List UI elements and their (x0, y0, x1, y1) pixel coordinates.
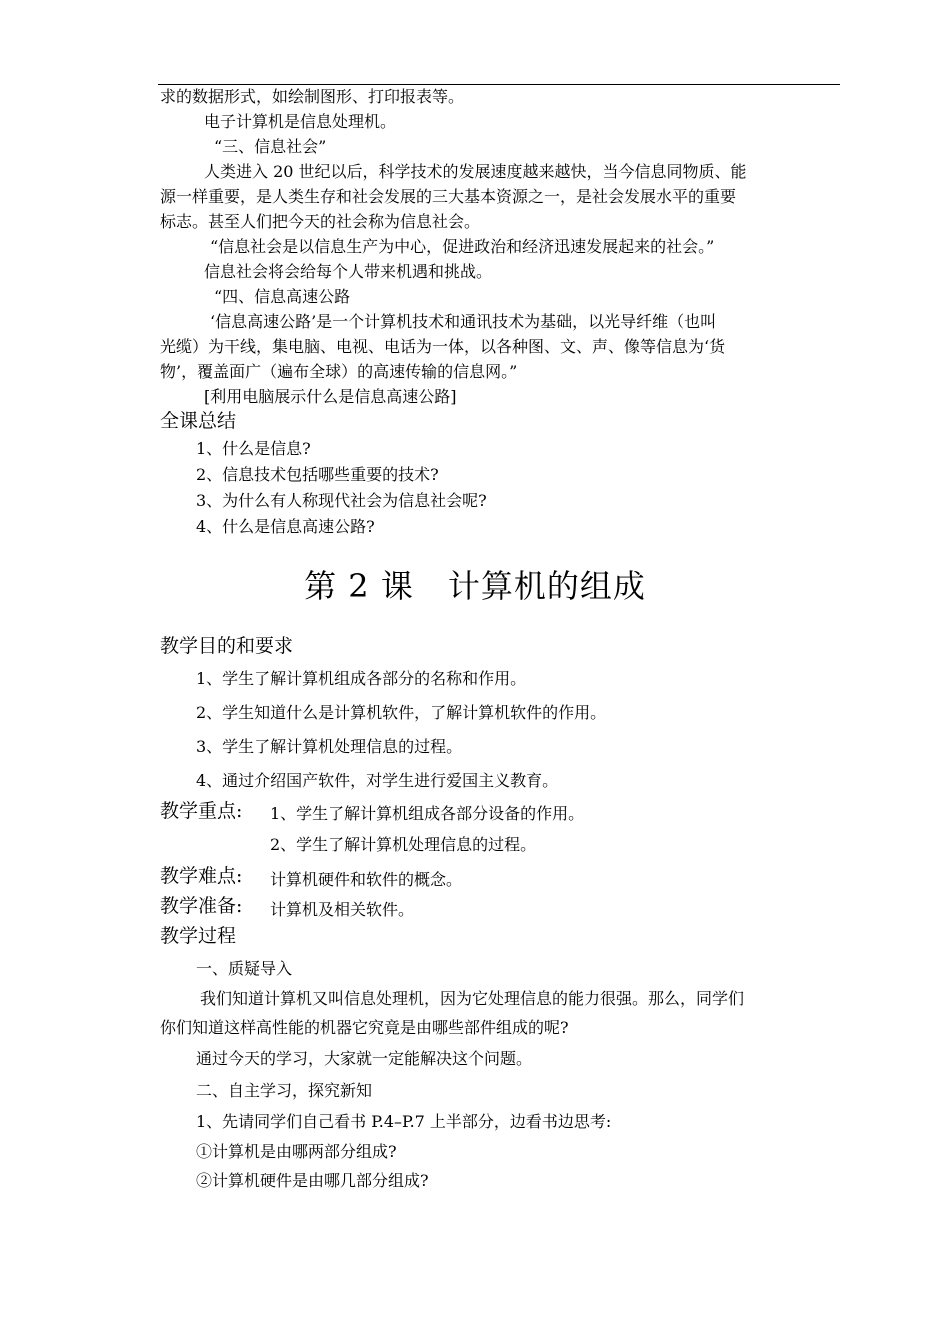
process-step: 一、质疑导入 (196, 959, 293, 978)
paragraph-line: 物’，覆盖面广（遍布全球）的高速传输的信息网。” (160, 362, 518, 381)
paragraph-line: 标志。甚至人们把今天的社会称为信息社会。 (160, 212, 481, 231)
process-heading: 教学过程 (160, 925, 237, 947)
prep-text: 计算机及相关软件。 (270, 900, 415, 919)
summary-item: 2、信息技术包括哪些重要的技术? (196, 465, 439, 484)
lesson-name: 计算机的组成 (447, 567, 646, 605)
text-line: 电子计算机是信息处理机。 (204, 112, 397, 131)
paragraph-line: 我们知道计算机又叫信息处理机，因为它处理信息的能力很强。那么，同学们 (200, 989, 745, 1008)
prep-label: 教学准备: (160, 895, 243, 917)
lesson-number: 第 2 课 (304, 567, 414, 605)
paragraph-line: 人类进入 20 世纪以后，科学技术的发展速度越来越快，当今信息同物质、能 (204, 162, 747, 181)
question-item: ①计算机是由哪两部分组成? (196, 1142, 397, 1161)
summary-item: 1、什么是信息? (196, 439, 311, 458)
goal-item: 1、学生了解计算机组成各部分的名称和作用。 (196, 669, 527, 688)
paragraph-line: 你们知道这样高性能的机器它究竟是由哪些部件组成的呢? (160, 1018, 569, 1037)
goal-item: 4、通过介绍国产软件，对学生进行爱国主义教育。 (196, 771, 559, 790)
demo-note: [利用电脑展示什么是信息高速公路] (204, 387, 457, 406)
key-point-item: 2、学生了解计算机处理信息的过程。 (270, 835, 537, 854)
summary-heading: 全课总结 (160, 410, 237, 432)
paragraph-line: 源一样重要，是人类生存和社会发展的三大基本资源之一，是社会发展水平的重要 (160, 187, 737, 206)
question-item: ②计算机硬件是由哪几部分组成? (196, 1171, 429, 1190)
difficulty-text: 计算机硬件和软件的概念。 (270, 870, 463, 889)
text-line: 信息社会将会给每个人带来机遇和挑战。 (204, 262, 493, 281)
text-line: 1、先请同学们自己看书 P.4–P.7 上半部分，边看书边思考: (196, 1112, 612, 1131)
goal-item: 3、学生了解计算机处理信息的过程。 (196, 737, 463, 756)
difficulty-label: 教学难点: (160, 865, 243, 887)
goal-item: 2、学生知道什么是计算机软件，了解计算机软件的作用。 (196, 703, 607, 722)
key-points-label: 教学重点: (160, 800, 243, 822)
section-heading: “三、信息社会” (214, 137, 327, 156)
text-line: 求的数据形式，如绘制图形、打印报表等。 (160, 87, 465, 106)
header-rule (158, 84, 840, 85)
key-point-item: 1、学生了解计算机组成各部分设备的作用。 (270, 804, 585, 823)
process-step: 二、自主学习，探究新知 (196, 1081, 373, 1100)
paragraph-line: 光缆）为干线，集电脑、电视、电话为一体，以各种图、文、声、像等信息为‘货 (160, 337, 726, 356)
section-heading: “四、信息高速公路 (214, 287, 351, 306)
goals-heading: 教学目的和要求 (160, 635, 294, 657)
quote-line: “信息社会是以信息生产为中心，促进政治和经济迅速发展起来的社会。” (210, 237, 715, 256)
summary-item: 4、什么是信息高速公路? (196, 517, 375, 536)
summary-item: 3、为什么有人称现代社会为信息社会呢? (196, 491, 487, 510)
text-line: 通过今天的学习，大家就一定能解决这个问题。 (196, 1049, 533, 1068)
lesson-title (0, 566, 950, 606)
paragraph-line: ‘信息高速公路’是一个计算机技术和通讯技术为基础，以光导纤维（也叫 (210, 312, 717, 331)
